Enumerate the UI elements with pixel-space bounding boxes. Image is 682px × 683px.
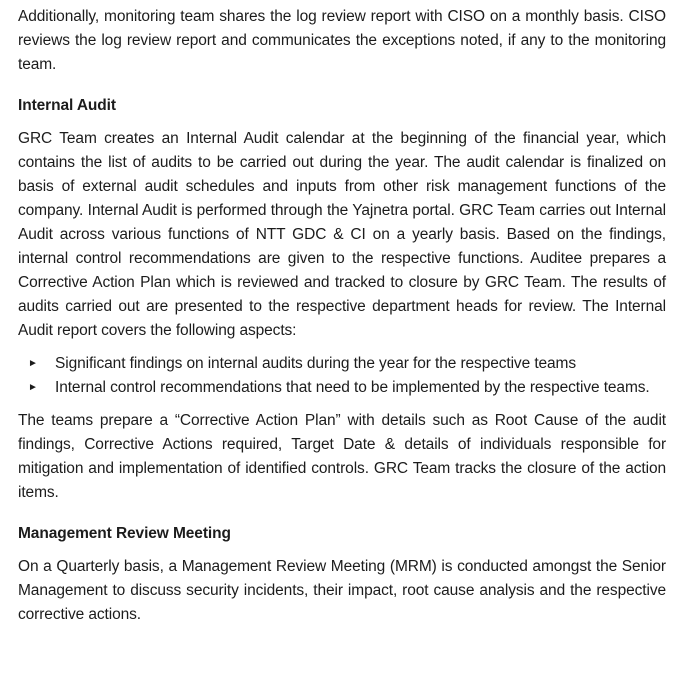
bullet-item-text: Internal control recommendations that need to be implemented by the respective teams. — [55, 379, 650, 396]
internal-audit-report-bullet-list — [18, 352, 666, 400]
list-item — [18, 376, 666, 400]
paragraph-internal-audit: GRC Team creates an Internal Audit calendar at the beginning of the financial year, which contains the list of audits to be carried out during the year. The audit calendar is finalized on basis of external audit schedules and inputs from other risk management functions of the company. Internal Audit is performed through the Yajnetra portal. GRC Team carries out Internal Audit across various functions of NTT GDC & CI on a yearly basis. Based on the findings, internal control recommendations are given to the respective functions. Auditee prepares a Corrective Action Plan which is reviewed and tracked to closure by GRC Team. The results of audits carried out are presented to the respective department heads for review. The Internal Audit report covers the following aspects: — [18, 130, 666, 339]
bullet-triangle-icon: ► — [28, 382, 38, 393]
heading-internal-audit: Internal Audit — [18, 97, 116, 114]
bullet-triangle-icon: ► — [28, 358, 38, 369]
list-item — [18, 352, 666, 376]
paragraph-log-review: Additionally, monitoring team shares the log review report with CISO on a monthly basis. CISO reviews the log review report and communicates the exceptions noted, if any to the monitoring team. — [18, 8, 666, 73]
paragraph-management-review-meeting: On a Quarterly basis, a Management Review Meeting (MRM) is conducted amongst the Senior Management to discuss security incidents, their impact, root cause analysis and the respective corrective actions. — [18, 558, 666, 623]
bullet-item-text: Significant findings on internal audits during the year for the respective teams — [55, 355, 577, 372]
heading-management-review-meeting: Management Review Meeting — [18, 525, 231, 542]
paragraph-corrective-action-plan: The teams prepare a “Corrective Action Plan” with details such as Root Cause of the audit findings, Corrective Actions required, Target Date & details of individuals responsible for mitigation and implementation of identified controls. GRC Team tracks the closure of the action items. — [18, 412, 666, 501]
